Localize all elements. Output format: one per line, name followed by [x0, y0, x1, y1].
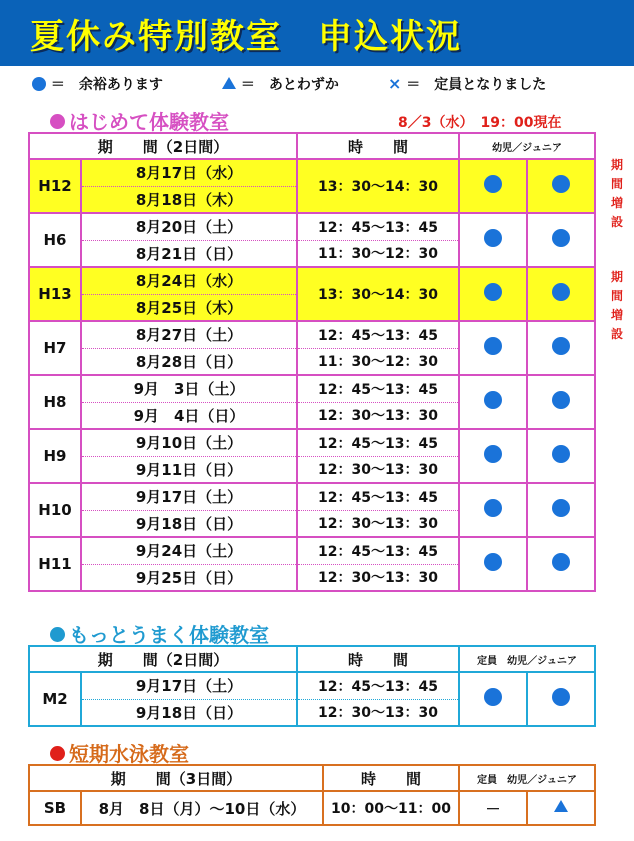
note-char: 間	[610, 289, 623, 303]
blue-bullet-icon	[50, 627, 65, 642]
class-code: H9	[29, 429, 81, 483]
section3-title-text: 短期水泳教室	[69, 742, 189, 766]
period-added-note-2	[608, 268, 626, 344]
available-circle-icon	[552, 688, 570, 706]
available-circle-icon	[484, 229, 502, 247]
date-range: 8月 8日（月）～10日（水）	[81, 791, 323, 825]
time-day2: 11：30～12：30	[297, 240, 459, 267]
table-row	[29, 791, 595, 825]
note-char: 増	[610, 196, 623, 210]
section2-title-text: もっとうまく体験教室	[69, 623, 269, 647]
schedule-table-short-term	[28, 764, 596, 826]
time-day2: 12：30～13：30	[297, 456, 459, 483]
table-header-row	[29, 646, 595, 672]
class-code: H10	[29, 483, 81, 537]
table-row	[29, 672, 595, 699]
status-infant	[459, 672, 527, 726]
time-day2: 12：30～13：30	[297, 510, 459, 537]
status-junior	[527, 159, 595, 213]
table-row	[29, 267, 595, 294]
date-day1: 9月24日（土）	[81, 537, 297, 564]
header-time: 時 間	[297, 133, 459, 159]
page-title: 夏休み特別教室 申込状況	[30, 17, 462, 57]
class-code: M2	[29, 672, 81, 726]
note-char: 設	[610, 327, 623, 341]
status-junior	[527, 537, 595, 591]
date-day1: 9月 3日（土）	[81, 375, 297, 402]
status-junior	[527, 375, 595, 429]
available-circle-icon	[484, 445, 502, 463]
time-day1: 12：45～13：45	[297, 672, 459, 699]
available-circle-icon	[484, 337, 502, 355]
table-row	[29, 159, 595, 186]
note-char: 期	[610, 270, 623, 284]
few-triangle-icon	[554, 800, 568, 812]
schedule-table-advanced	[28, 645, 596, 727]
status-infant	[459, 483, 527, 537]
table-row	[29, 375, 595, 402]
header-category: 定員 幼児／ジュニア	[459, 646, 595, 672]
class-code: H8	[29, 375, 81, 429]
note-char: 設	[610, 215, 623, 229]
date-day2: 9月25日（日）	[81, 564, 297, 591]
date-day2: 9月11日（日）	[81, 456, 297, 483]
header-category: 定員 幼児／ジュニア	[459, 765, 595, 791]
blue-circle-icon	[32, 77, 46, 91]
status-junior	[527, 791, 595, 825]
date-day1: 8月17日（水）	[81, 159, 297, 186]
table-row	[29, 483, 595, 510]
legend-full	[388, 74, 546, 94]
class-code: H7	[29, 321, 81, 375]
section1-title	[50, 106, 229, 135]
table-header-row	[29, 133, 595, 159]
available-circle-icon	[552, 229, 570, 247]
schedule-table-beginner	[28, 132, 596, 592]
time-range: 13：30～14：30	[297, 159, 459, 213]
date-day1: 9月10日（土）	[81, 429, 297, 456]
status-infant	[459, 321, 527, 375]
date-day2: 9月 4日（日）	[81, 402, 297, 429]
date-day2: 8月25日（木）	[81, 294, 297, 321]
date-day2: 8月18日（木）	[81, 186, 297, 213]
class-code: H12	[29, 159, 81, 213]
class-code: H11	[29, 537, 81, 591]
table-row	[29, 321, 595, 348]
available-circle-icon	[552, 337, 570, 355]
date-day2: 9月18日（日）	[81, 510, 297, 537]
cross-icon: ×	[388, 74, 402, 93]
status-infant	[459, 213, 527, 267]
legend	[0, 72, 634, 96]
available-circle-icon	[552, 445, 570, 463]
date-day1: 8月20日（土）	[81, 213, 297, 240]
status-infant	[459, 429, 527, 483]
legend-available	[32, 74, 163, 94]
available-circle-icon	[484, 391, 502, 409]
time-day2: 11：30～12：30	[297, 348, 459, 375]
status-infant	[459, 267, 527, 321]
available-circle-icon	[552, 499, 570, 517]
date-day1: 9月17日（土）	[81, 483, 297, 510]
class-code: H6	[29, 213, 81, 267]
time-day2: 12：30～13：30	[297, 402, 459, 429]
pink-bullet-icon	[50, 114, 65, 129]
time-day1: 12：45～13：45	[297, 483, 459, 510]
period-added-note-1	[608, 156, 626, 232]
blue-triangle-icon	[222, 77, 236, 89]
available-circle-icon	[484, 175, 502, 193]
time-day2: 12：30～13：30	[297, 699, 459, 726]
status-junior	[527, 672, 595, 726]
time-range: 10：00～11：00	[323, 791, 459, 825]
time-day1: 12：45～13：45	[297, 537, 459, 564]
section1-title-text: はじめて体験教室	[69, 110, 229, 134]
status-infant	[459, 375, 527, 429]
status-junior	[527, 213, 595, 267]
header-time: 時 間	[323, 765, 459, 791]
note-char: 増	[610, 308, 623, 322]
available-circle-icon	[484, 283, 502, 301]
legend-few	[222, 74, 339, 94]
header-period: 期 間（3日間）	[29, 765, 323, 791]
available-circle-icon	[484, 688, 502, 706]
available-circle-icon	[552, 391, 570, 409]
title-banner	[0, 0, 634, 66]
date-day2: 9月18日（日）	[81, 699, 297, 726]
table-row	[29, 213, 595, 240]
note-char: 期	[610, 158, 623, 172]
status-infant	[459, 159, 527, 213]
header-period: 期 間（2日間）	[29, 646, 297, 672]
status-junior	[527, 321, 595, 375]
status-infant	[459, 537, 527, 591]
class-code: SB	[29, 791, 81, 825]
date-day2: 8月21日（日）	[81, 240, 297, 267]
available-circle-icon	[552, 553, 570, 571]
legend-few-label: ＝ あとわずか	[240, 77, 339, 93]
date-day2: 8月28日（日）	[81, 348, 297, 375]
available-circle-icon	[552, 175, 570, 193]
time-day2: 12：30～13：30	[297, 564, 459, 591]
time-day1: 12：45～13：45	[297, 375, 459, 402]
section3-title	[50, 738, 189, 767]
available-circle-icon	[484, 553, 502, 571]
as-of-timestamp: 8／3（水） 19：00現在	[398, 115, 562, 131]
date-day1: 9月17日（土）	[81, 672, 297, 699]
legend-full-label: ＝ 定員となりました	[406, 77, 547, 93]
available-circle-icon	[552, 283, 570, 301]
available-circle-icon	[484, 499, 502, 517]
header-period: 期 間（2日間）	[29, 133, 297, 159]
class-code: H13	[29, 267, 81, 321]
date-day1: 8月24日（水）	[81, 267, 297, 294]
status-infant: －	[459, 791, 527, 825]
note-char: 間	[610, 177, 623, 191]
status-junior	[527, 483, 595, 537]
header-category: 幼児／ジュニア	[459, 133, 595, 159]
header-time: 時 間	[297, 646, 459, 672]
legend-available-label: ＝ 余裕あります	[50, 77, 163, 93]
table-header-row	[29, 765, 595, 791]
time-day1: 12：45～13：45	[297, 213, 459, 240]
date-day1: 8月27日（土）	[81, 321, 297, 348]
status-junior	[527, 429, 595, 483]
status-junior	[527, 267, 595, 321]
time-range: 13：30～14：30	[297, 267, 459, 321]
red-bullet-icon	[50, 746, 65, 761]
time-day1: 12：45～13：45	[297, 429, 459, 456]
table-row	[29, 429, 595, 456]
time-day1: 12：45～13：45	[297, 321, 459, 348]
section2-title	[50, 619, 269, 648]
table-row	[29, 537, 595, 564]
